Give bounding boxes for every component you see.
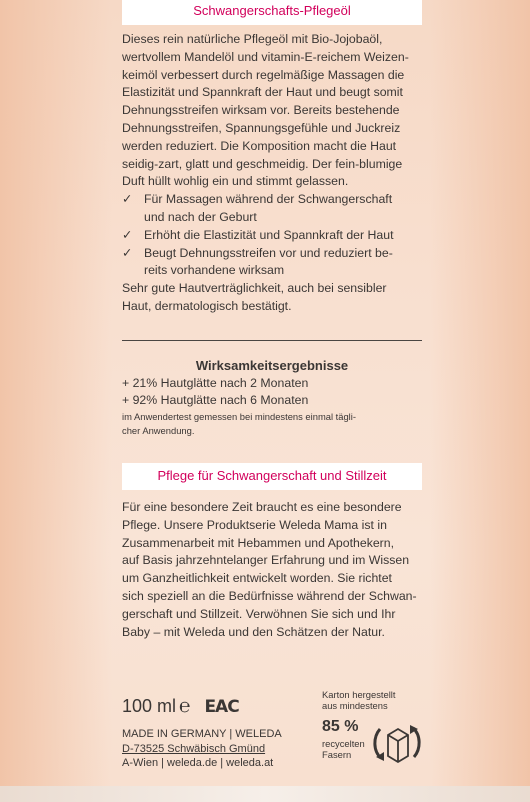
- section2-line: Für eine besondere Zeit braucht es eine besondere: [122, 500, 402, 514]
- estimated-sign-icon: ℮: [179, 696, 191, 717]
- checkmark-icon: ✓: [122, 192, 133, 207]
- address-line: A-Wien | weleda.de | weleda.at: [122, 757, 274, 769]
- bullet-item-continued: [122, 209, 422, 227]
- carton-percent: 85 %: [322, 718, 359, 735]
- bullet-item: [122, 245, 422, 263]
- results-note: [122, 410, 422, 438]
- section1-line: seidig-zart, glatt und geschmeidig. Der fein-blumige: [122, 156, 403, 171]
- section2-heading: Pflege für Schwangerschaft und Stillzeit: [122, 463, 422, 490]
- bullet-item-continued: [122, 262, 422, 280]
- volume-text: 100 ml: [122, 696, 177, 716]
- section2-line: Pflege. Unsere Produktserie Weleda Mama ist in: [122, 517, 387, 532]
- volume-row: [122, 694, 239, 719]
- address-block: [122, 727, 282, 771]
- section2-line: Baby – mit Weleda und den Schätzen der Natur.: [122, 624, 385, 639]
- shading-right: [430, 0, 530, 786]
- section1-body: [122, 31, 422, 316]
- eac-mark-icon: EAC: [204, 697, 239, 717]
- closing-line: Sehr gute Hautverträglichkeit, auch bei sensibler: [122, 281, 387, 296]
- bullet-item: [122, 191, 422, 209]
- section1-line: Elastizität und Spannkraft der Haut und beugt somit: [122, 85, 403, 100]
- section-divider: [122, 340, 422, 341]
- bullet-text: Beugt Dehnungsstreifen vor und reduziert be-: [144, 245, 393, 260]
- section2-body: [122, 499, 422, 641]
- carton-fibers: [322, 738, 365, 760]
- label-content: [122, 0, 422, 786]
- shading-left: [0, 0, 112, 786]
- results-note-line: cher Anwendung.: [122, 425, 195, 436]
- section1-line: Duft hüllt wohlig ein und stimmt gelassen.: [122, 174, 349, 189]
- section1-line: wertvollem Mandelöl und vitamin-E-reichem Weizen-: [122, 49, 409, 64]
- section1-line: Dehnungsstreifen wirksam vor. Bereits bestehende: [122, 103, 400, 118]
- recycle-box-icon: [372, 721, 422, 765]
- results-note-line: im Anwendertest gemessen bei mindestens einmal tägli-: [122, 411, 356, 422]
- section1-line: werden reduziert. Die Komposition macht die Haut: [122, 138, 397, 153]
- section2-line: Zusammenarbeit mit Hebammen und Apothekern,: [122, 535, 395, 550]
- checkmark-icon: ✓: [122, 227, 133, 242]
- section1-line: Dehnungsstreifen, Spannungsgefühle und Juckreiz: [122, 120, 401, 135]
- section2-line: gerschaft und Stillzeit. Verwöhnen Sie sich und Ihr: [122, 606, 396, 621]
- section1-line: keimöl verbessert durch regelmäßige Massagen die: [122, 67, 405, 82]
- closing-line: Haut, dermatologisch bestätigt.: [122, 298, 292, 313]
- carton-line: recycelten: [322, 738, 365, 749]
- bullet-text: und nach der Geburt: [144, 209, 257, 224]
- bullet-text: Für Massagen während der Schwangerschaft: [144, 192, 393, 207]
- bullet-item: [122, 227, 422, 245]
- bottom-strip: [0, 786, 530, 802]
- address-line: D-73525 Schwäbisch Gmünd: [122, 742, 266, 755]
- bullet-text: Erhöht die Elastizität und Spannkraft der Haut: [144, 227, 394, 242]
- carton-line: Fasern: [322, 749, 352, 760]
- carton-text: [322, 689, 422, 711]
- section2-line: sich speziell an die Bedürfnisse während der Schwan-: [122, 588, 417, 603]
- section2-line: um Ganzheitlichkeit entwickelt worden. Sie richtet: [122, 571, 392, 586]
- section1-heading: Schwangerschafts-Pflegeöl: [122, 0, 422, 25]
- bullet-text: reits vorhandene wirksam: [144, 263, 285, 278]
- result-line: + 21% Hautglätte nach 2 Monaten: [122, 376, 309, 390]
- result-line: + 92% Hautglätte nach 6 Monaten: [122, 393, 309, 407]
- address-line: MADE IN GERMANY | WELEDA: [122, 728, 282, 740]
- checkmark-icon: ✓: [122, 245, 133, 260]
- section2-line: auf Basis jahrzehntelanger Erfahrung und im Wissen: [122, 553, 410, 568]
- section1-line: Dieses rein natürliche Pflegeöl mit Bio-Jojobaöl,: [122, 32, 383, 46]
- results-title: Wirksamkeitsergebnisse: [195, 358, 349, 373]
- carton-line: aus mindestens: [322, 700, 388, 711]
- carton-line: Karton hergestellt: [322, 689, 396, 700]
